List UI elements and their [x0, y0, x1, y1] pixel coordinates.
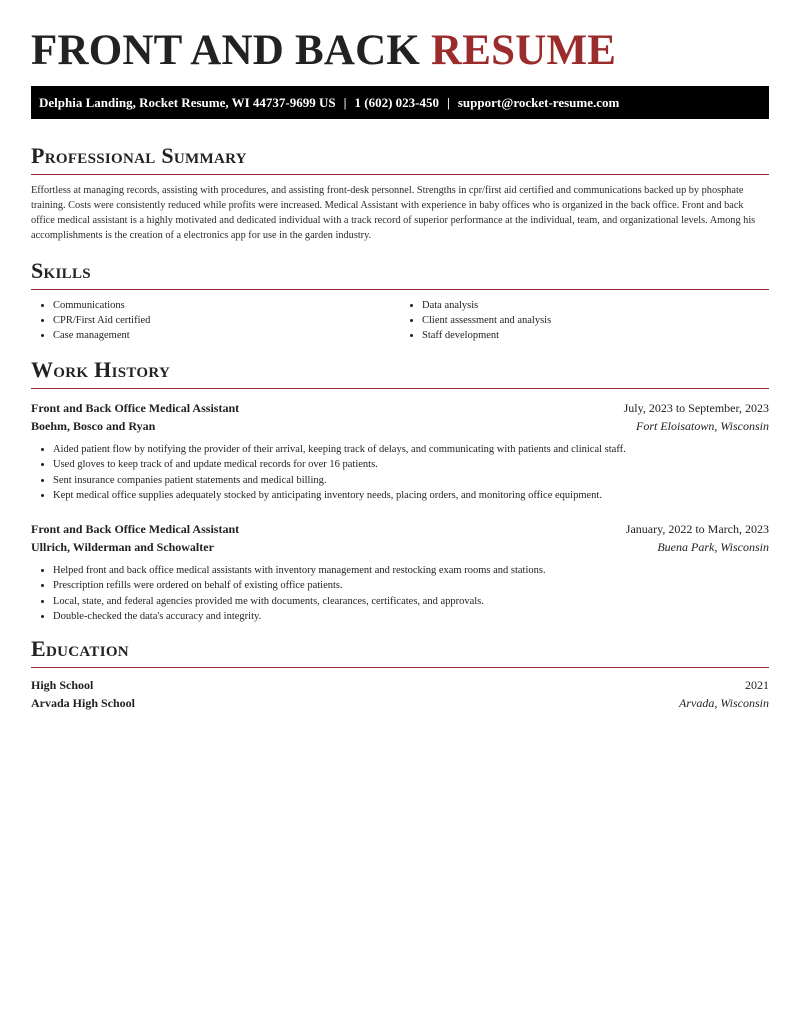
resume-title — [31, 0, 769, 74]
job-bullet: • Aided patient flow by notifying the provider of their arrival, keeping track of delays, and communicating with patients and clinical staff. — [53, 442, 769, 457]
skill-item: • CPR/First Aid certified — [53, 313, 400, 328]
work-history-section — [31, 357, 769, 624]
job-bullet: • Double-checked the data's accuracy and integrity. — [53, 609, 769, 624]
section-divider — [31, 388, 769, 389]
job-bullet: • Used gloves to keep track of and update medical records for over 16 patients. — [53, 457, 769, 472]
skills-list — [31, 298, 769, 343]
summary-section — [31, 143, 769, 243]
education-level: High School — [31, 678, 94, 693]
job-bullet: • Helped front and back office medical assistants with inventory management and restocking exam rooms and stations. — [53, 563, 769, 578]
education-section — [31, 636, 769, 712]
education-location: Arvada, Wisconsin — [679, 696, 769, 711]
job-company: Boehm, Bosco and Ryan — [31, 419, 156, 433]
skills-section — [31, 258, 769, 343]
skill-item: • Staff development — [422, 328, 769, 343]
contact-address: Delphia Landing, Rocket Resume, WI 44737-9699 US — [39, 94, 336, 110]
job-dates: January, 2022 to March, 2023 — [625, 522, 769, 537]
section-divider — [31, 289, 769, 290]
job-title: Front and Back Office Medical Assistant — [31, 401, 240, 415]
skill-item: • Client assessment and analysis — [422, 313, 769, 328]
section-divider — [31, 667, 769, 668]
job-company: Ullrich, Wilderman and Schowalter — [31, 540, 214, 555]
job-entry — [31, 520, 769, 624]
job-location: Buena Park, Wisconsin — [657, 540, 769, 555]
job-bullet: • Sent insurance companies patient statements and medical billing. — [53, 473, 769, 488]
contact-bar — [31, 86, 769, 119]
job-bullets — [31, 442, 769, 503]
education-entry — [31, 676, 769, 712]
title-accent: RESUME — [431, 27, 617, 74]
job-dates: July, 2023 to September, 2023 — [623, 401, 769, 415]
summary-heading: Professional Summary — [31, 143, 247, 168]
skill-item: • Communications — [53, 298, 400, 313]
job-entry — [31, 399, 769, 503]
education-school: Arvada High School — [31, 696, 136, 711]
skills-column-right — [400, 298, 769, 343]
contact-phone: 1 (602) 023-450 — [354, 94, 439, 110]
skills-heading: Skills — [31, 258, 91, 283]
job-bullet: • Kept medical office supplies adequately stocked by anticipating inventory needs, placing orders, and monitoring office equipment. — [53, 488, 769, 503]
skill-item: • Case management — [53, 328, 400, 343]
skills-column-left — [31, 298, 400, 343]
contact-separator: | — [343, 94, 347, 110]
contact-separator: | — [447, 94, 450, 110]
job-bullet: • Local, state, and federal agencies provided me with documents, clearances, certificates, and approvals. — [53, 594, 769, 609]
contact-email[interactable]: support@rocket-resume.com — [457, 94, 620, 110]
job-location: Fort Eloisatown, Wisconsin — [635, 419, 769, 433]
job-title: Front and Back Office Medical Assistant — [31, 522, 240, 537]
skill-item: • Data analysis — [422, 298, 769, 313]
job-bullet: • Prescription refills were ordered on behalf of existing office patients. — [53, 578, 769, 593]
summary-text: Effortless at managing records, assisting with procedures, and assisting front-desk personnel. Strengths in cpr/first aid certified and communications backed up by phosphate training. Costs were consistently reduced while profits were increased. Medical Assistant with experience in baby offices who is organized in the back office. Front and back office medical assistant is a highly motivated and dedicated individual with a track record of superior performance at the individual, team, and organizational levels. Among his accomplishments is the creation of a electronics app for use in the garden industry. — [31, 185, 756, 241]
job-bullets — [31, 563, 769, 624]
section-divider — [31, 174, 769, 175]
education-year: 2021 — [745, 678, 769, 693]
title-main: FRONT AND BACK — [31, 27, 431, 74]
work-history-heading: Work History — [31, 357, 171, 382]
education-heading: Education — [31, 636, 129, 662]
